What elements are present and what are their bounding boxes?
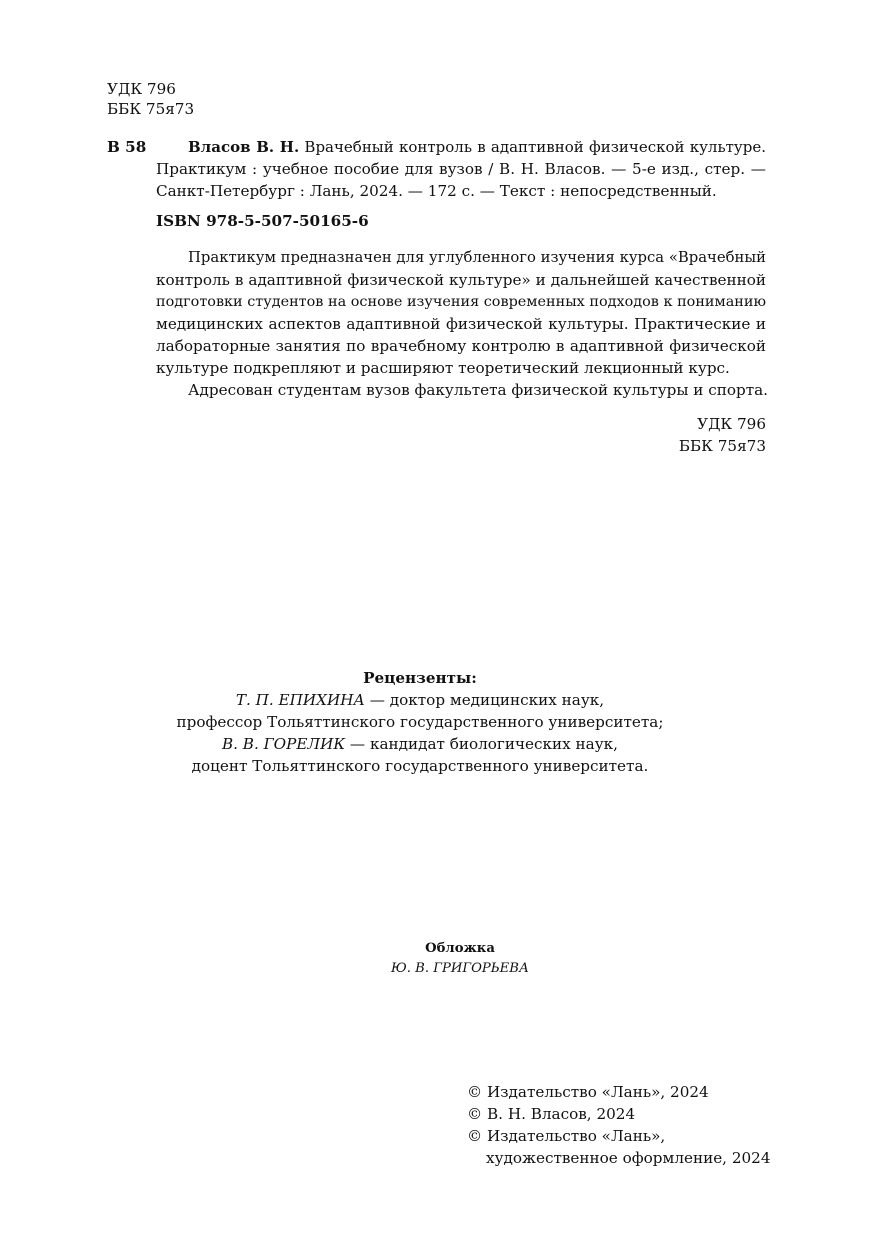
reviewer-1-line-2: профессор Тольяттинского государственного университета; [176, 713, 664, 731]
copyright-line: © Издательство «Лань», [467, 1127, 666, 1145]
copyright-line: © В. Н. Власов, 2024 [467, 1105, 636, 1123]
udk-top: УДК 796 [107, 80, 176, 98]
bibliography-line-1 [188, 136, 766, 158]
copyright-line: художественное оформление, 2024 [486, 1149, 771, 1167]
abstract-line: подготовки студентов на основе изучения современных подходов к пониманию [156, 294, 766, 310]
udk-bottom: УДК 796 [697, 415, 766, 433]
isbn: ISBN 978-5-507-50165-6 [156, 212, 369, 230]
reviewer-1-name: Т. П. ЕПИХИНА [235, 691, 365, 709]
copyright-line: © Издательство «Лань», 2024 [467, 1083, 709, 1101]
bibliography-line-3: Санкт-Петербург : Лань, 2024. — 172 с. — Текст : непосредственный. [156, 182, 717, 200]
abstract-line: контроль в адаптивной физической культуре» и дальнейшей качественной [156, 271, 766, 289]
bbk-top: ББК 75я73 [107, 100, 195, 118]
author-name: Власов В. Н. [188, 138, 300, 156]
reviewer-2-name: В. В. ГОРЕЛИК [221, 735, 346, 753]
abstract-line: культуре подкрепляют и расширяют теоретический лекционный курс. [156, 359, 730, 377]
abstract-audience: Адресован студентам вузов факультета физической культуры и спорта. [188, 381, 769, 399]
cover-artist: Ю. В. ГРИГОРЬЕВА [391, 961, 529, 976]
reviewer-2-line-2: доцент Тольяттинского государственного университета. [191, 757, 649, 775]
book-title: Врачебный контроль в адаптивной физической культуре. [304, 138, 766, 156]
catalog-code: В 58 [107, 138, 147, 156]
cover-heading: Обложка [425, 941, 495, 956]
reviewer-1-title: — доктор медицинских наук, [364, 691, 605, 709]
reviewers-heading: Рецензенты: [363, 669, 477, 687]
reviewer-2-line-1 [60, 733, 780, 755]
reviewer-1-line-1 [60, 689, 780, 711]
abstract-line: медицинских аспектов адаптивной физической культуры. Практические и [156, 315, 766, 333]
reviewer-2-title: — кандидат биологических наук, [345, 735, 618, 753]
bbk-bottom: ББК 75я73 [678, 437, 766, 455]
abstract-line: лабораторные занятия по врачебному контролю в адаптивной физической [156, 337, 766, 355]
abstract-line: Практикум предназначен для углубленного изучения курса «Врачебный [188, 249, 766, 266]
bibliography-line-2: Практикум : учебное пособие для вузов / В. Н. Власов. — 5-е изд., стер. — [156, 160, 766, 178]
